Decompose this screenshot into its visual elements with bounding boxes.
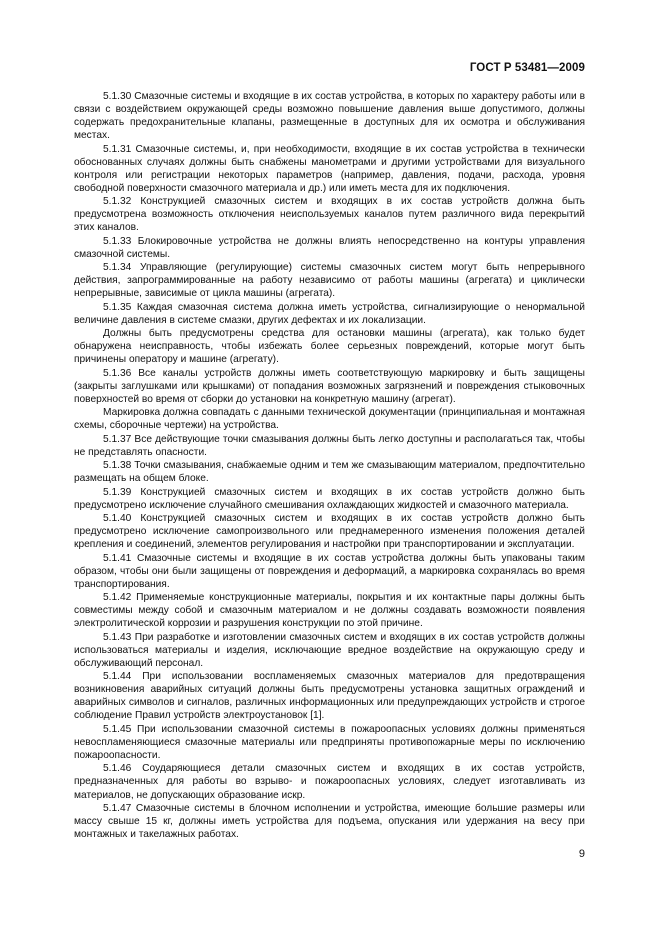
paragraph-5-1-41: 5.1.41 Смазочные системы и входящие в их состав устройства должны быть упакованы таким образом, чтобы они были защищены от повреждения и деформаций, а маркировка сохранялась во время транспортирования. <box>74 552 585 590</box>
paragraph-5-1-43: 5.1.43 При разработке и изготовлении смазочных систем и входящих в их состав устройств должны использоваться материалы и изделия, исключающие вредное воздействие на окружающую среду и обслуживающий персонал. <box>74 631 585 669</box>
paragraph-5-1-36: 5.1.36 Все каналы устройств должны иметь соответствующую маркировку и быть защищены (закрыты заглушками или крышками) от попадания возможных загрязнений и повреждения стыковочных поверхностей во время от сборки до установки на конкретную машину (агрегат). <box>74 367 585 405</box>
paragraph-5-1-46: 5.1.46 Соударяющиеся детали смазочных систем и входящих в их состав устройств, предназначенных для работы во взрыво- и пожароопасных условиях, следует изготавливать из материалов, не допускающих образование искр. <box>74 763 585 801</box>
paragraph-5-1-37: 5.1.37 Все действующие точки смазывания должны быть легко доступны и располагаться так, чтобы не представлять опасности. <box>74 433 585 458</box>
paragraph-5-1-38: 5.1.38 Точки смазывания, снабжаемые одним и тем же смазывающим материалом, предпочтительно размещать на общем блоке. <box>74 460 585 485</box>
paragraph-5-1-34: 5.1.34 Управляющие (регулирующие) системы смазочных систем могут быть непрерывного действия, запрограммированные на работу независимо от работы машины (агрегата) и циклически непрерывные, зависимые от цикла машины (агрегата). <box>74 262 585 300</box>
paragraph-5-1-45: 5.1.45 При использовании смазочной системы в пожароопасных условиях должны применяться невоспламеняющиеся смазочные материалы или предприняты противопожарные меры по исключению пожароопасности. <box>74 723 585 761</box>
page-number: 9 <box>578 848 585 860</box>
paragraph-5-1-40: 5.1.40 Конструкцией смазочных систем и входящих в их состав устройств должно быть предусмотрено исключение самопроизвольного или преднамеренного изменения положения деталей крепления и соединений, элементов регулирования и настройки при транспортировании и эксплуатации. <box>74 513 585 551</box>
standard-designation: ГОСТ Р 53481—2009 <box>469 62 585 74</box>
document-body <box>74 90 585 841</box>
paragraph-5-1-47: 5.1.47 Смазочные системы в блочном исполнении и устройства, имеющие большие размеры или массу свыше 15 кг, должны иметь устройства для подъема, опускания или удержания на весу при монтажных и такелажных работах. <box>74 802 585 841</box>
paragraph-5-1-39: 5.1.39 Конструкцией смазочных систем и входящих в их состав устройств должно быть предусмотрено исключение случайного смешивания охлаждающих жидкостей и смазочного материала. <box>74 486 585 511</box>
paragraph-5-1-32: 5.1.32 Конструкцией смазочных систем и входящих в их состав устройств должна быть предусмотрена возможность отключения неиспользуемых каналов путем различного вида перекрытий этих каналов. <box>74 196 585 234</box>
paragraph-5-1-42: 5.1.42 Применяемые конструкционные материалы, покрытия и их контактные пары должны быть совместимы между собой и смазочным материалом и не должны создавать возможности появления электролитической коррозии и разрушения конструкции по этой причине. <box>74 592 585 630</box>
paragraph-5-1-36-continued: Маркировка должна совпадать с данными технической документации (принципиальная и монтажная схемы, сборочные чертежи) на устройства. <box>74 407 585 432</box>
paragraph-5-1-30: 5.1.30 Смазочные системы и входящие в их состав устройства, в которых по характеру работы или в связи с воздействием окружающей среды возможно повышение давления выше допустимого, должны содержать предохранительные клапаны, размещенные в доступных для их осмотра и обслуживания местах. <box>74 91 585 142</box>
paragraph-5-1-35: 5.1.35 Каждая смазочная система должна иметь устройства, сигнализирующие о ненормальной величине давления в системе смазки, других дефектах и их локализации. <box>74 301 585 326</box>
paragraph-5-1-35-continued: Должны быть предусмотрены средства для остановки машины (агрегата), как только будет обнаружена неисправность, чтобы избежать более серьезных повреждений, которые могут быть причинены оператору и машине (агрегату). <box>74 328 585 366</box>
paragraph-5-1-31: 5.1.31 Смазочные системы, и, при необходимости, входящие в их состав устройства в технически обоснованных случаях должны быть снабжены манометрами и другими устройствами для визуального контроля или регистрации некоторых параметров (например, давления, подачи, расхода, уровня свободной поверхности смазочного материала и др.) или иметь места для их подключения. <box>74 143 585 194</box>
paragraph-5-1-33: 5.1.33 Блокировочные устройства не должны влиять непосредственно на контуры управления смазочной системы. <box>74 235 585 260</box>
paragraph-5-1-44: 5.1.44 При использовании воспламеняемых смазочных материалов для предотвращения возникновения аварийных ситуаций должны быть предусмотрены установка защитных ограждений и аварийных символов и сигналов, различных информационных или предупреждающих устройств и строгое соблюдение Правил устройств электроустановок [1]. <box>74 671 585 722</box>
